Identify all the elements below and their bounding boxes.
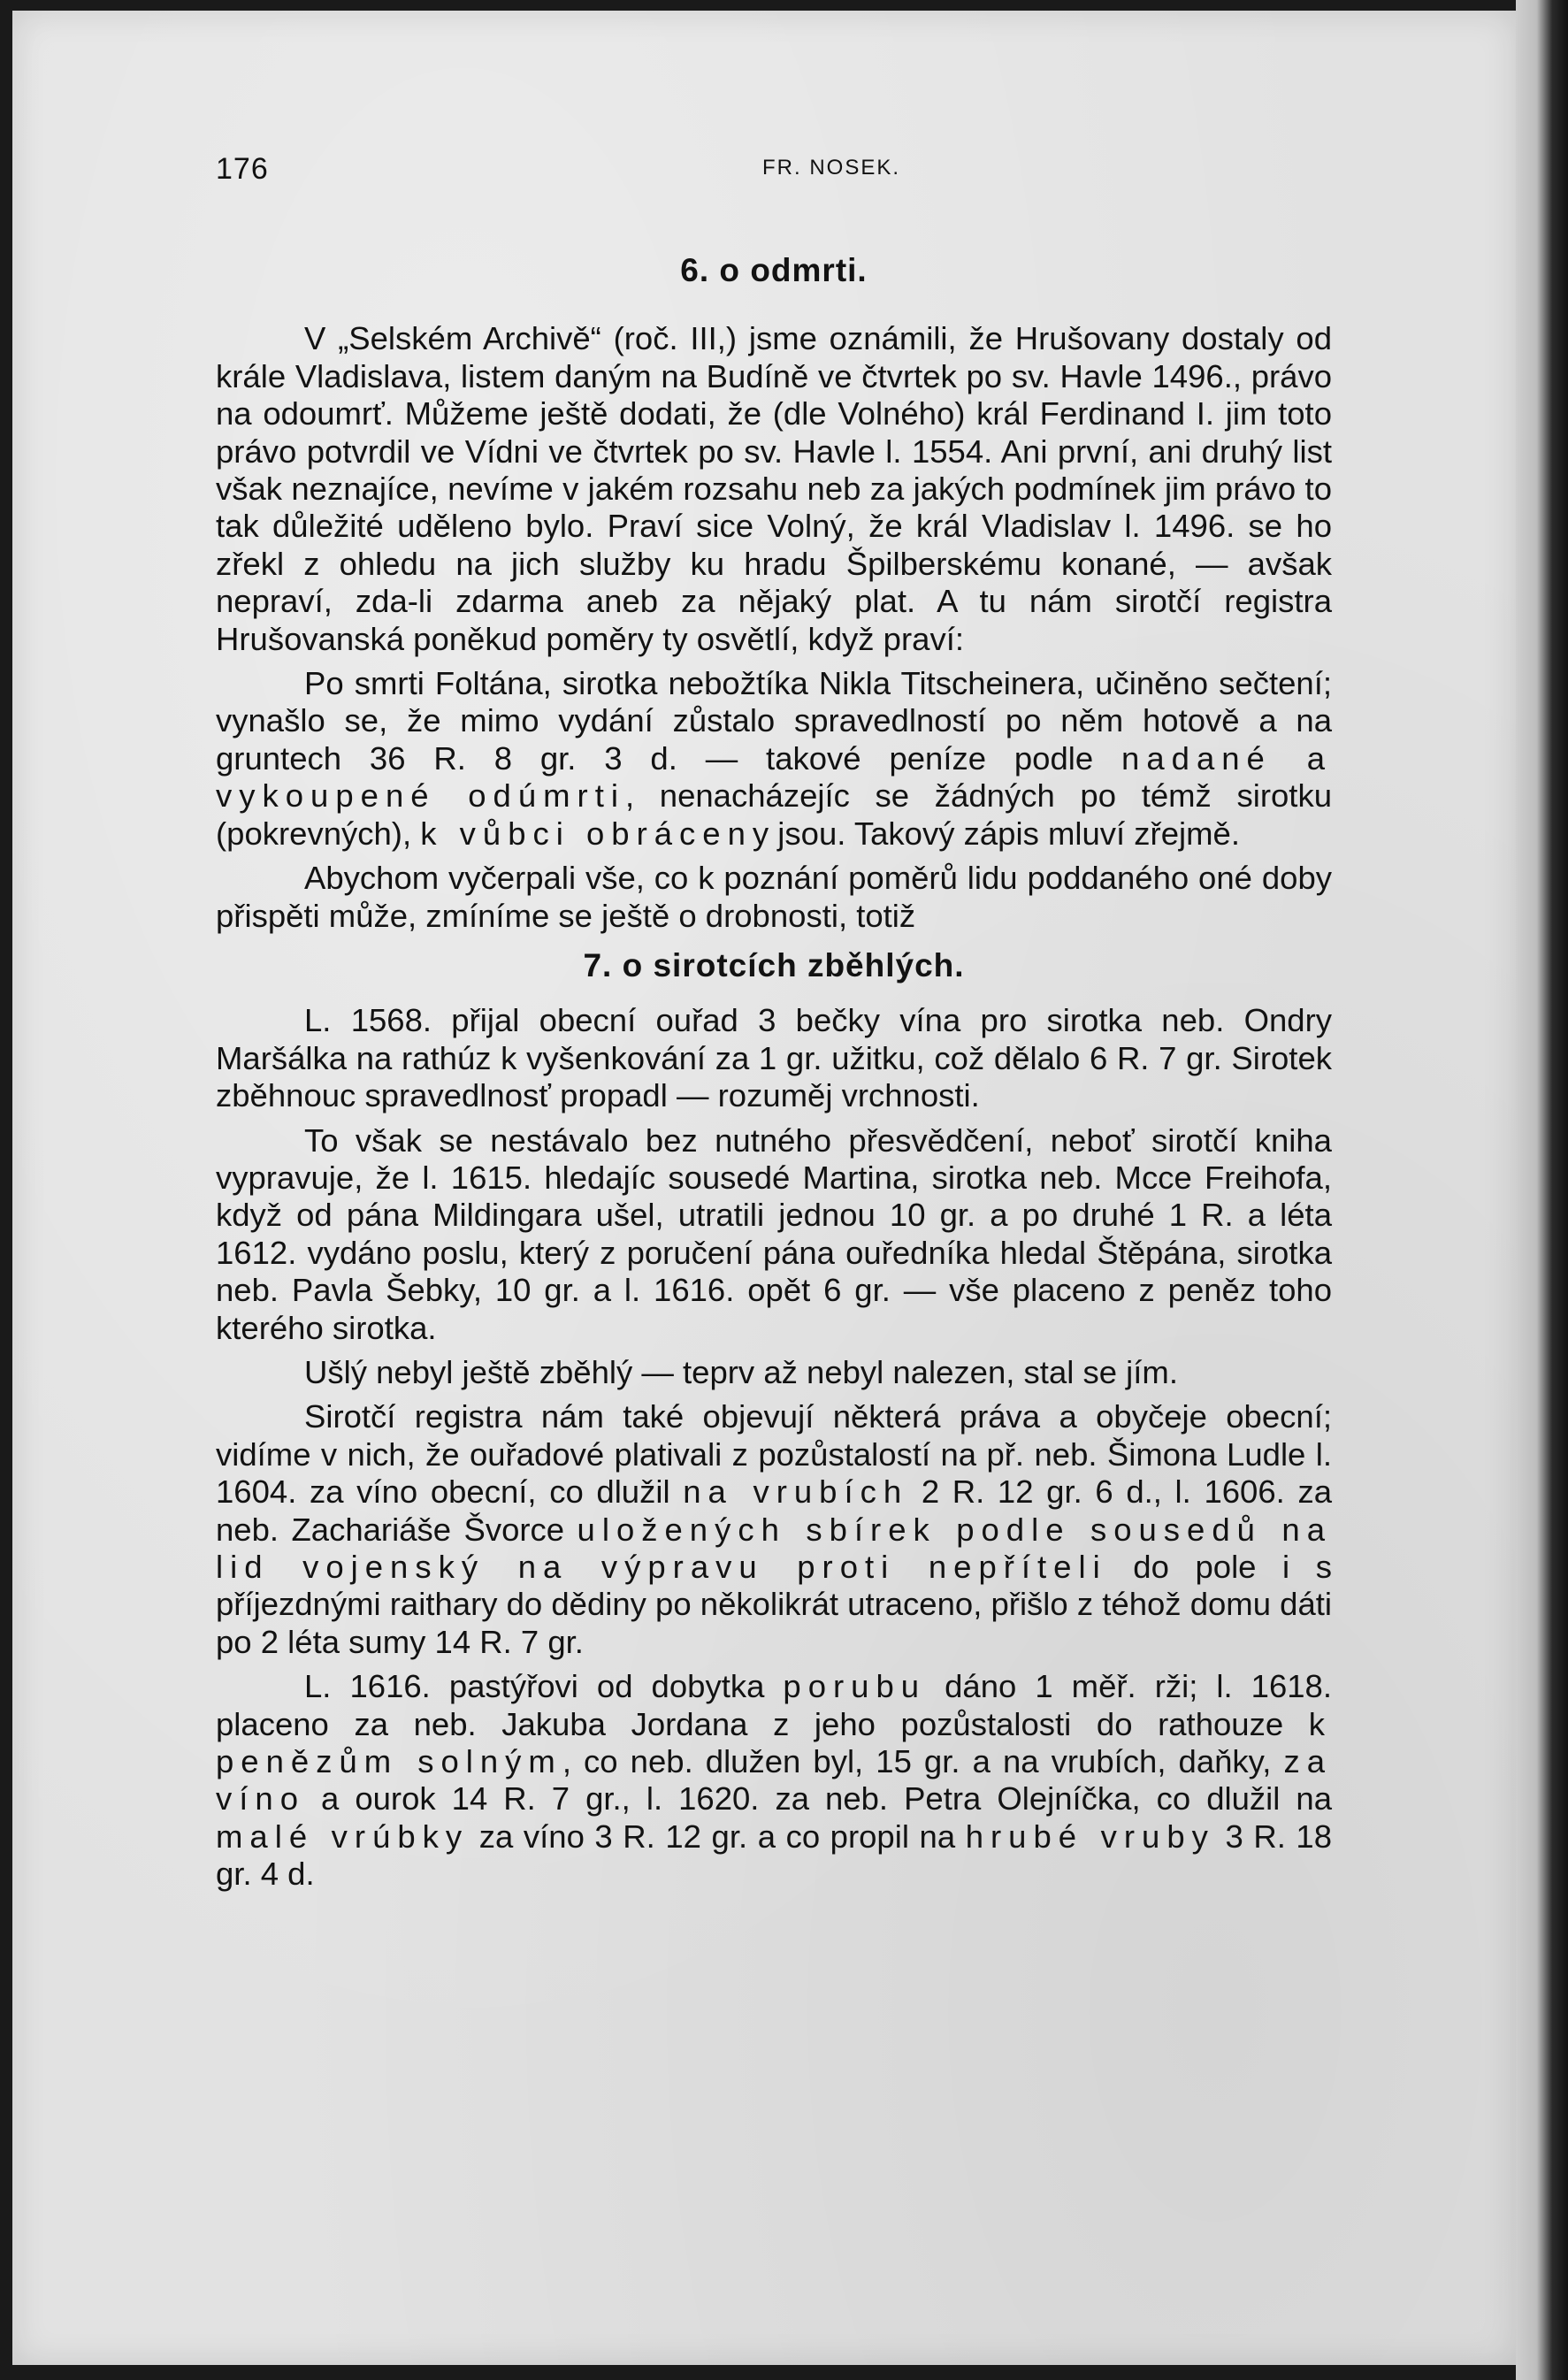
text-run: 3 R. 18 gr. 4 d. bbox=[216, 1818, 1332, 1893]
body-text bbox=[216, 252, 1332, 1901]
text-run: , co neb. dlužen byl, 15 gr. a na vrubích, daňky, bbox=[562, 1743, 1284, 1780]
paragraph-odoumrt-intro: V „Selském Archivě“ (roč. III,) jsme oznámili, že Hrušovany dostaly od krále Vladislava, listem daným na Budíně ve čtvrtek po sv. Havle 1496., právo na odoumrť. Můžeme ještě dodati, že (dle Volného) král Ferdinand I. jim toto právo potvrdil ve Vídni ve čtvrtek po sv. Havle l. 1554. Ani první, ani druhý list však neznajíce, nevíme v jakém rozsahu neb za jakých podmínek jim právo to tak důležité uděleno bylo. Praví sice Volný, že král Vladislav l. 1496. se ho zřekl z ohledu na jich služby ku hradu Špilberskému konané, — avšak nepraví, zda-li zdarma aneb za nějaký plat. A tu nám sirotčí registra Hrušovanská poněkud poměry ty osvětlí, když praví: bbox=[216, 320, 1332, 657]
spaced-emphasis: k penězům solným bbox=[216, 1705, 1332, 1780]
spaced-emphasis: nadané a vykoupené odúmrti bbox=[216, 739, 1332, 815]
text-run: do pole i s příjezdnými raithary do dědiny po několikrát utraceno, přišlo z téhož domu dáti po 2 léta sumy 14 R. 7 gr. bbox=[216, 1549, 1332, 1660]
spaced-emphasis: za víno bbox=[216, 1743, 1332, 1818]
text-run: Sirotčí registra nám také objevují některá práva a obyčeje obecní; vidíme v nich, že ouřadové plativali z pozůstalostí na př. neb. Šimona Ludle l. 1604. za víno obecní, co dlužil bbox=[216, 1398, 1332, 1511]
paragraph-prava-obyceje bbox=[216, 1398, 1332, 1661]
section-heading-odmrti: 6. o odmrti. bbox=[680, 252, 868, 288]
spaced-emphasis: hrubé vruby bbox=[965, 1818, 1215, 1855]
running-head bbox=[203, 152, 1327, 196]
text-run: Po smrti Foltána, sirotka nebožtíka Nikla Titscheinera, učiněno sečtení; vynašlo se, že mimo vydání zůstalo spravedlností po něm hotově a na gruntech 36 R. 8 gr. 3 d. — takové peníze podle bbox=[216, 665, 1332, 777]
spaced-emphasis: k vůbci obrácen bbox=[420, 815, 753, 852]
section-heading-sirotci: 7. o sirotcích zběhlých. bbox=[583, 946, 965, 983]
text-run: 2 R. 12 gr. 6 d., l. 1606. za neb. Zachariáše Švorce bbox=[216, 1473, 1332, 1548]
text-run: a ourok 14 R. 7 gr., l. 1620. za neb. Petra Olejníčka, co dlužil na bbox=[305, 1780, 1332, 1818]
paragraph-sirotci-kniha: To však se nestávalo bez nutného přesvědčení, neboť sirotčí kniha vypravuje, že l. 1615. hledajíc sousedé Martina, sirotka neb. Mcce Freihofa, když od pána Mildingara ušel, utratili jednou 10 gr. a po druhé 1 R. a léta 1612. vydáno poslu, který z poručení pána ouředníka hledal Štěpána, sirotka neb. Pavla Šebky, 10 gr. a l. 1616. opět 6 gr. — vše placeno z peněz toho kterého sirotka. bbox=[216, 1121, 1332, 1346]
paragraph-transition: Abychom vyčerpali vše, co k poznání poměrů lidu poddaného oné doby přispěti může, zmíníme se ještě o drobnosti, totiž bbox=[216, 860, 1332, 934]
paragraph-usly: Ušlý nebyl ještě zběhlý — teprv až nebyl nalezen, stal se jím. bbox=[304, 1353, 1178, 1390]
paragraph-marsalek: L. 1568. přijal obecní ouřad 3 bečky vína pro sirotka neb. Ondry Maršálka na rathúz k vyšenkování za 1 gr. užitku, což dělalo 6 R. 7 gr. Sirotek zběhnouc spravedlnosť propadl — rozuměj vrchnosti. bbox=[216, 1002, 1332, 1114]
paragraph-pastyr bbox=[216, 1668, 1332, 1893]
text-run: , nenacházejíc se žádných po témž sirotku (pokrevných), bbox=[216, 777, 1333, 852]
text-run: y jsou. Takový zápis mluví zřejmě. bbox=[752, 815, 1240, 852]
spaced-emphasis: uložených sbírek podle sousedů na lid vojenský na výpravu proti nepříteli bbox=[216, 1511, 1332, 1585]
spaced-emphasis: malé vrúbky bbox=[216, 1818, 470, 1855]
page-number: 176 bbox=[216, 152, 269, 186]
text-run: dáno 1 měř. rži; l. 1618. placeno za neb. Jakuba Jordana z jeho pozůstalosti do rathouze bbox=[216, 1668, 1332, 1742]
page-edge-shadow bbox=[1516, 0, 1568, 2380]
paragraph-foltan-record bbox=[216, 665, 1332, 853]
text-run: L. 1616. pastýřovi od dobytka bbox=[304, 1668, 784, 1705]
spaced-emphasis: porubu bbox=[783, 1668, 927, 1705]
spaced-emphasis: na vrubích bbox=[683, 1473, 909, 1511]
text-run: za víno 3 R. 12 gr. a co propil na bbox=[469, 1818, 966, 1855]
running-title: FR. NOSEK. bbox=[761, 156, 901, 180]
